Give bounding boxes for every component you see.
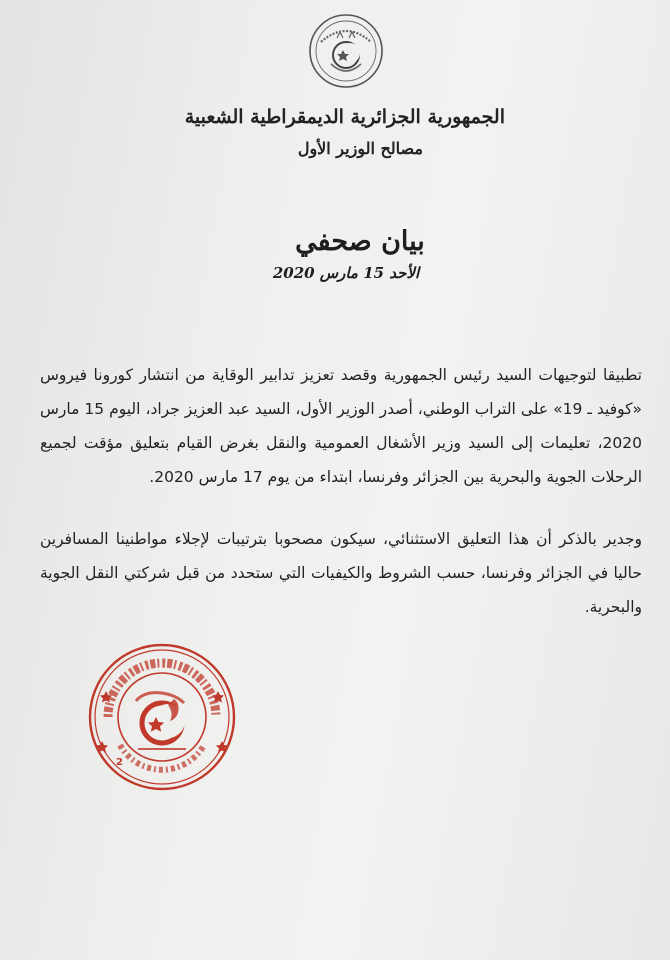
seal-number: 2 [116,757,123,768]
letterhead [95,100,575,164]
official-seal-icon [86,641,238,793]
issuing-office: مصالح الوزير الأول [297,139,423,158]
state-emblem-icon [307,12,385,90]
republic-name: الجمهورية الجزائرية الديمقراطية الشعبية [184,106,505,128]
document-body [40,358,642,624]
body-paragraph: تطبيقا لتوجيهات السيد رئيس الجمهورية وقصد تعزيز تدابير الوقاية من انتشار كورونا فيروس «كوفيد ـ 19» على التراب الوطني، أصدر الوزير الأول، السيد عبد العزيز جراد، اليوم 15 مارس 2020، تعليمات إلى السيد وزير الأشغال العمومية والنقل بغرض القيام بتعليق مؤقت لجميع الرحلات الجوية والبحرية بين الجزائر وفرنسا، ابتداء من يوم 17 مارس 2020. [40,366,642,486]
document-date: الأحد 15 مارس 2020 [272,264,420,282]
document-title: بيان صحفي [295,226,425,257]
title-block [200,222,480,284]
body-paragraph: وجدير بالذكر أن هذا التعليق الاستثنائي، سيكون مصحوبا بترتيبات لإجلاء مواطنينا المسافرين حاليا في الجزائر وفرنسا، حسب الشروط والكيفيات التي ستحدد من قبل شركتي النقل الجوية والبحرية. [40,530,642,616]
